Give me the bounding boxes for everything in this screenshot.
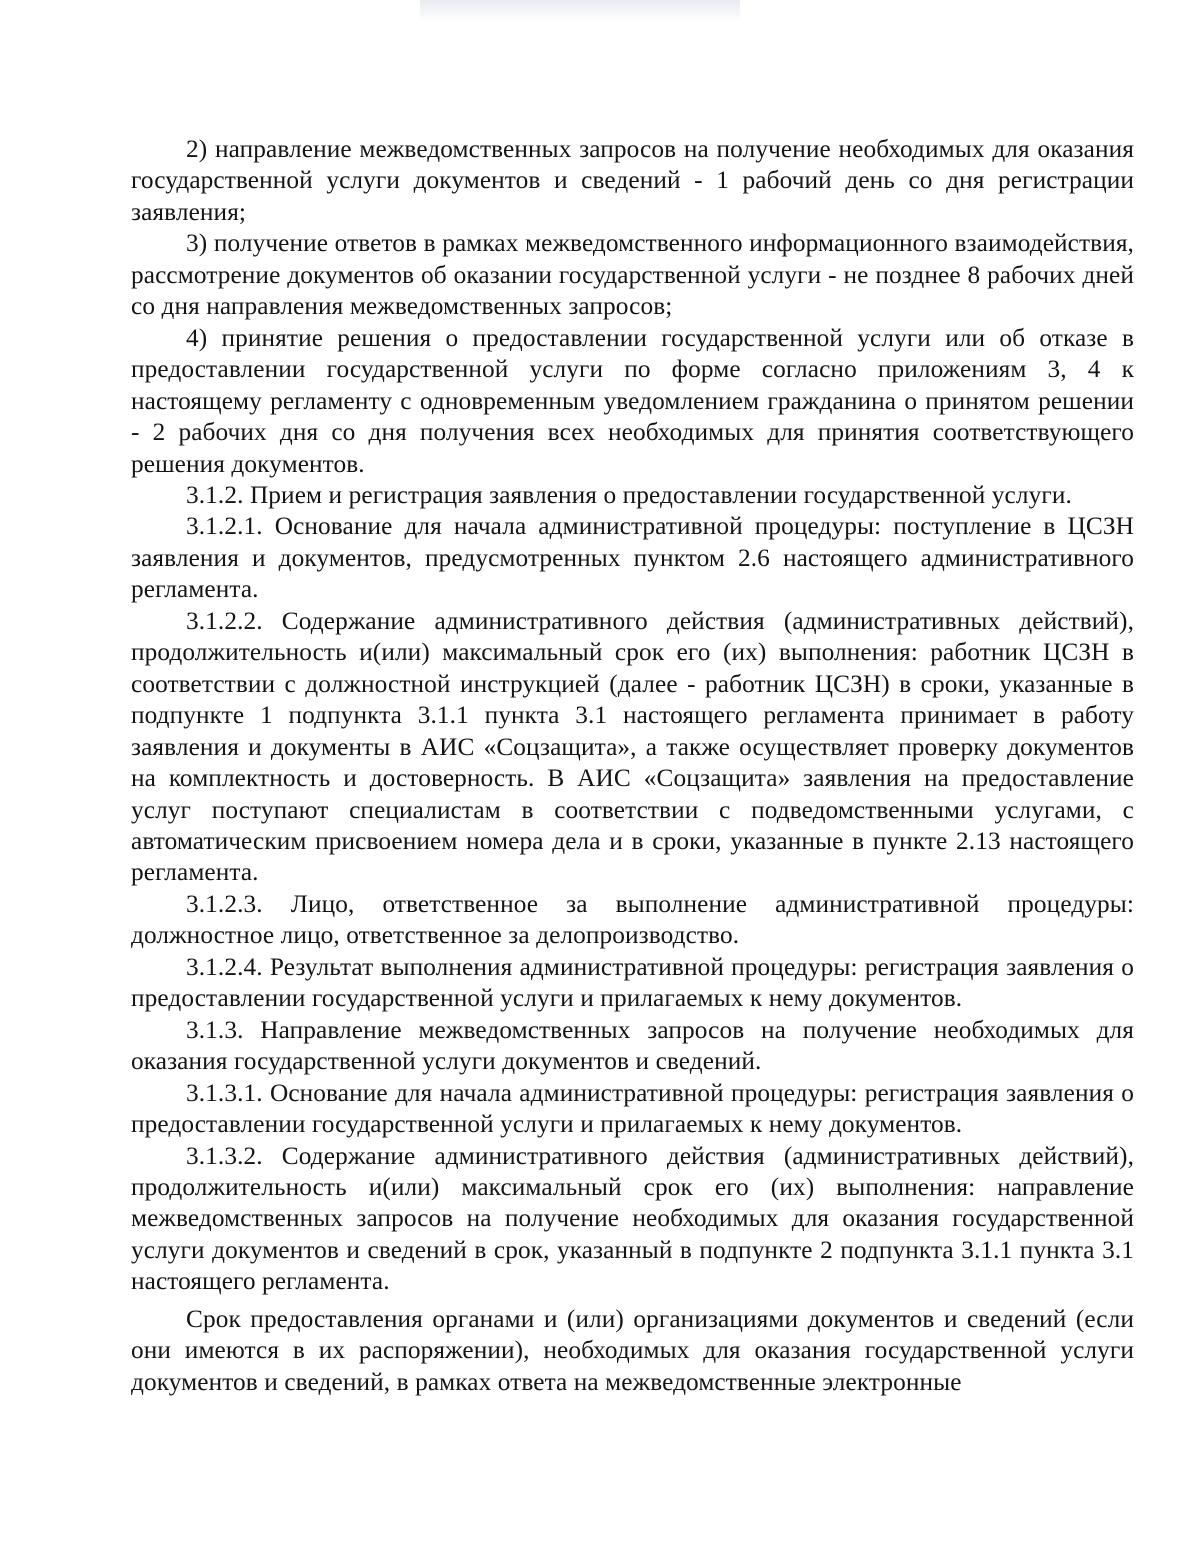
paragraph-3-1-3-2: 3.1.3.2. Содержание административного действия (административных действий), продолжительность и(или) максимальный срок его (их) выполнения: направление межведомственных запросов на получение необходимых для оказания государственной услуги документов и сведений в срок, указанный в подпункте 2 подпункта 3.1.1 пункта 3.1 настоящего регламента. (131, 1141, 1134, 1296)
paragraph-deadline: Срок предоставления органами и (или) организациями документов и сведений (если они имеются в их распоряжении), необходимых для оказания государственной услуги документов и сведений, в рамках ответа на межведомственные электронные (131, 1304, 1134, 1396)
paragraph-item-2: 2) направление межведомственных запросов на получение необходимых для оказания государственной услуги документов и сведений - 1 рабочий день со дня регистрации заявления; (131, 135, 1134, 226)
paragraph-3-1-2-3: 3.1.2.3. Лицо, ответственное за выполнение административной процедуры: должностное лицо, ответственное за делопроизводство. (131, 889, 1134, 950)
scan-artifact (420, 0, 740, 22)
paragraph-3-1-3: 3.1.3. Направление межведомственных запросов на получение необходимых для оказания государственной услуги документов и сведений. (131, 1015, 1134, 1076)
paragraph-3-1-3-1: 3.1.3.1. Основание для начала административной процедуры: регистрация заявления о предоставлении государственной услуги и прилагаемых к нему документов. (131, 1078, 1134, 1139)
paragraph-3-1-2: 3.1.2. Прием и регистрация заявления о предоставлении государственной услуги. (186, 480, 1072, 509)
paragraph-item-4: 4) принятие решения о предоставлении государственной услуги или об отказе в предоставлении государственной услуги по форме согласно приложениям 3, 4 к настоящему регламенту с одновременным уведомлением гражданина о принятом решении - 2 рабочих дня со дня получения всех необходимых для принятия соответствующего решения документов. (131, 323, 1134, 478)
paragraph-3-1-2-2: 3.1.2.2. Содержание административного действия (административных действий), продолжительность и(или) максимальный срок его (их) выполнения: работник ЦСЗН в соответствии с должностной инструкцией (далее - работник ЦСЗН) в сроки, указанные в подпункте 1 подпункта 3.1.1 пункта 3.1 настоящего регламента принимает в работу заявления и документы в АИС «Соцзащита», а также осуществляет проверку документов на комплектность и достоверность. В АИС «Соцзащита» заявления на предоставление услуг поступают специалистам в соответствии с подведомственными услугами, с автоматическим присвоением номера дела и в сроки, указанные в пункте 2.13 настоящего регламента. (131, 606, 1134, 887)
paragraph-item-3: 3) получение ответов в рамках межведомственного информационного взаимодействия, рассмотрение документов об оказании государственной услуги - не позднее 8 рабочих дней со дня направления межведомственных запросов; (131, 229, 1134, 321)
paragraph-3-1-2-4: 3.1.2.4. Результат выполнения административной процедуры: регистрация заявления о предоставлении государственной услуги и прилагаемых к нему документов. (131, 952, 1134, 1013)
document-body (131, 134, 1134, 1398)
paragraph-3-1-2-1: 3.1.2.1. Основание для начала административной процедуры: поступление в ЦСЗН заявления и документов, предусмотренных пунктом 2.6 настоящего административного регламента. (131, 512, 1134, 604)
